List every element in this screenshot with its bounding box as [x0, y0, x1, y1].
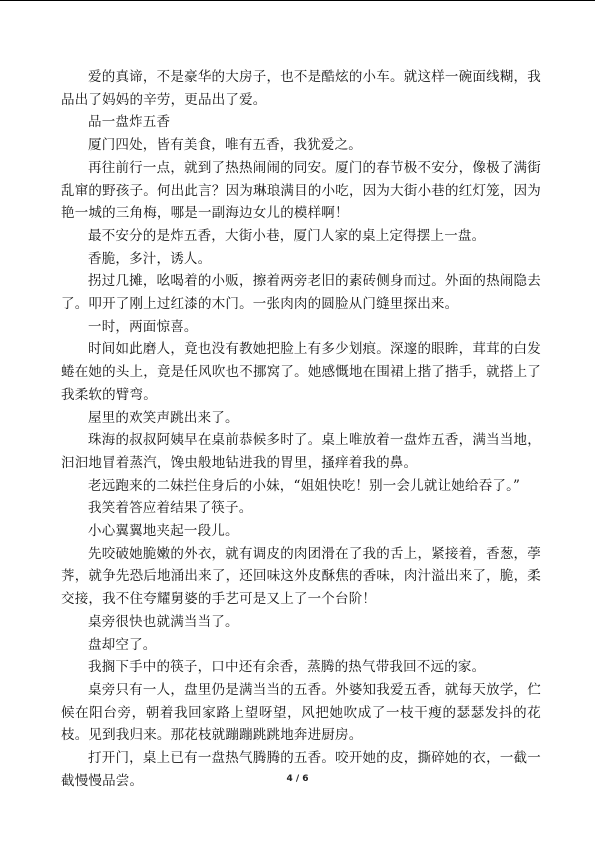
- paragraph-16: 桌旁很快也就满当当了。: [88, 613, 239, 630]
- page-number: 4 / 6: [286, 774, 309, 784]
- paragraph-13: 我笑着答应着结果了筷子。: [88, 500, 253, 517]
- paragraph-3: 厦门四处，皆有美食，唯有五香，我犹爱之。: [88, 137, 362, 154]
- paragraph-6: 香脆，多汁，诱人。: [88, 250, 212, 267]
- paragraph-7: 拐过几摊，吆喝着的小贩，擦着两旁老旧的素砖侧身而过。外面的热闹隐去了。叩开了刚上过红漆的木门。一张肉肉的圆脸从门缝里探出来。: [61, 273, 541, 313]
- section-heading: 品一盘炸五香: [88, 114, 171, 131]
- paragraph-10: 屋里的欢笑声跳出来了。: [88, 409, 239, 426]
- paragraph-18: 我搁下手中的筷子，口中还有余香，蒸腾的热气带我回不远的家。: [88, 659, 486, 676]
- paragraph-14: 小心翼翼地夹起一段儿。: [88, 523, 239, 540]
- document-body: [61, 66, 541, 793]
- paragraph-4: 再往前行一点，就到了热热闹闹的同安。厦门的春节极不安分，像极了满街乱窜的野孩子。何出此言？因为琳琅满目的小吃，因为大街小巷的红灯笼，因为艳一城的三角梅，哪是一副海边女儿的模样啊！: [61, 159, 541, 222]
- top-border-line: [0, 0, 595, 1]
- paragraph-11: 珠海的叔叔阿姨早在桌前恭候多时了。桌上唯放着一盘炸五香，满当当地，汩汩地冒着蒸汽，馋虫般地钻进我的胃里，搔痒着我的鼻。: [61, 432, 541, 471]
- paragraph-20: 打开门，桌上已有一盘热气腾腾的五香。咬开她的皮，撕碎她的衣，一截一截慢慢品尝。: [61, 750, 541, 789]
- paragraph-19: 桌旁只有一人，盘里仍是满当当的五香。外婆知我爱五香，就每天放学，伫候在阳台旁，朝着我回家路上望呀望，风把她吹成了一枝干瘦的瑟瑟发抖的花枝。见到我归来。那花枝就蹦蹦跳跳地奔进厨房。: [61, 681, 541, 744]
- paragraph-1: 爱的真谛，不是豪华的大房子，也不是酷炫的小车。就这样一碗面线糊，我品出了妈妈的辛劳，更品出了爱。: [61, 69, 541, 108]
- paragraph-12: 老远跑来的二妹拦住身后的小妹，“姐姐快吃！别一会儿就让她给吞了。”: [88, 477, 521, 494]
- paragraph-5: 最不安分的是炸五香，大街小巷，厦门人家的桌上定得摆上一盘。: [88, 227, 486, 244]
- paragraph-17: 盘却空了。: [88, 636, 157, 653]
- paragraph-9: 时间如此磨人，竟也没有教她把脸上有多少划痕。深邃的眼眸，茸茸的白发蜷在她的头上，竟是任风吹也不挪窝了。她感慨地在围裙上揩了揩手，就搭上了我柔软的臂弯。: [61, 341, 541, 403]
- paragraph-15: 先咬破她脆嫩的外衣，就有调皮的肉团滑在了我的舌上，紧接着，香葱，荸荠，就争先恐后地涌出来了，还回味这外皮酥焦的香味，肉汁溢出来了，脆，柔交接，我不住夸耀舅婆的手艺可是又上了一个台阶！: [61, 545, 541, 608]
- paragraph-8: 一时，两面惊喜。: [88, 318, 198, 335]
